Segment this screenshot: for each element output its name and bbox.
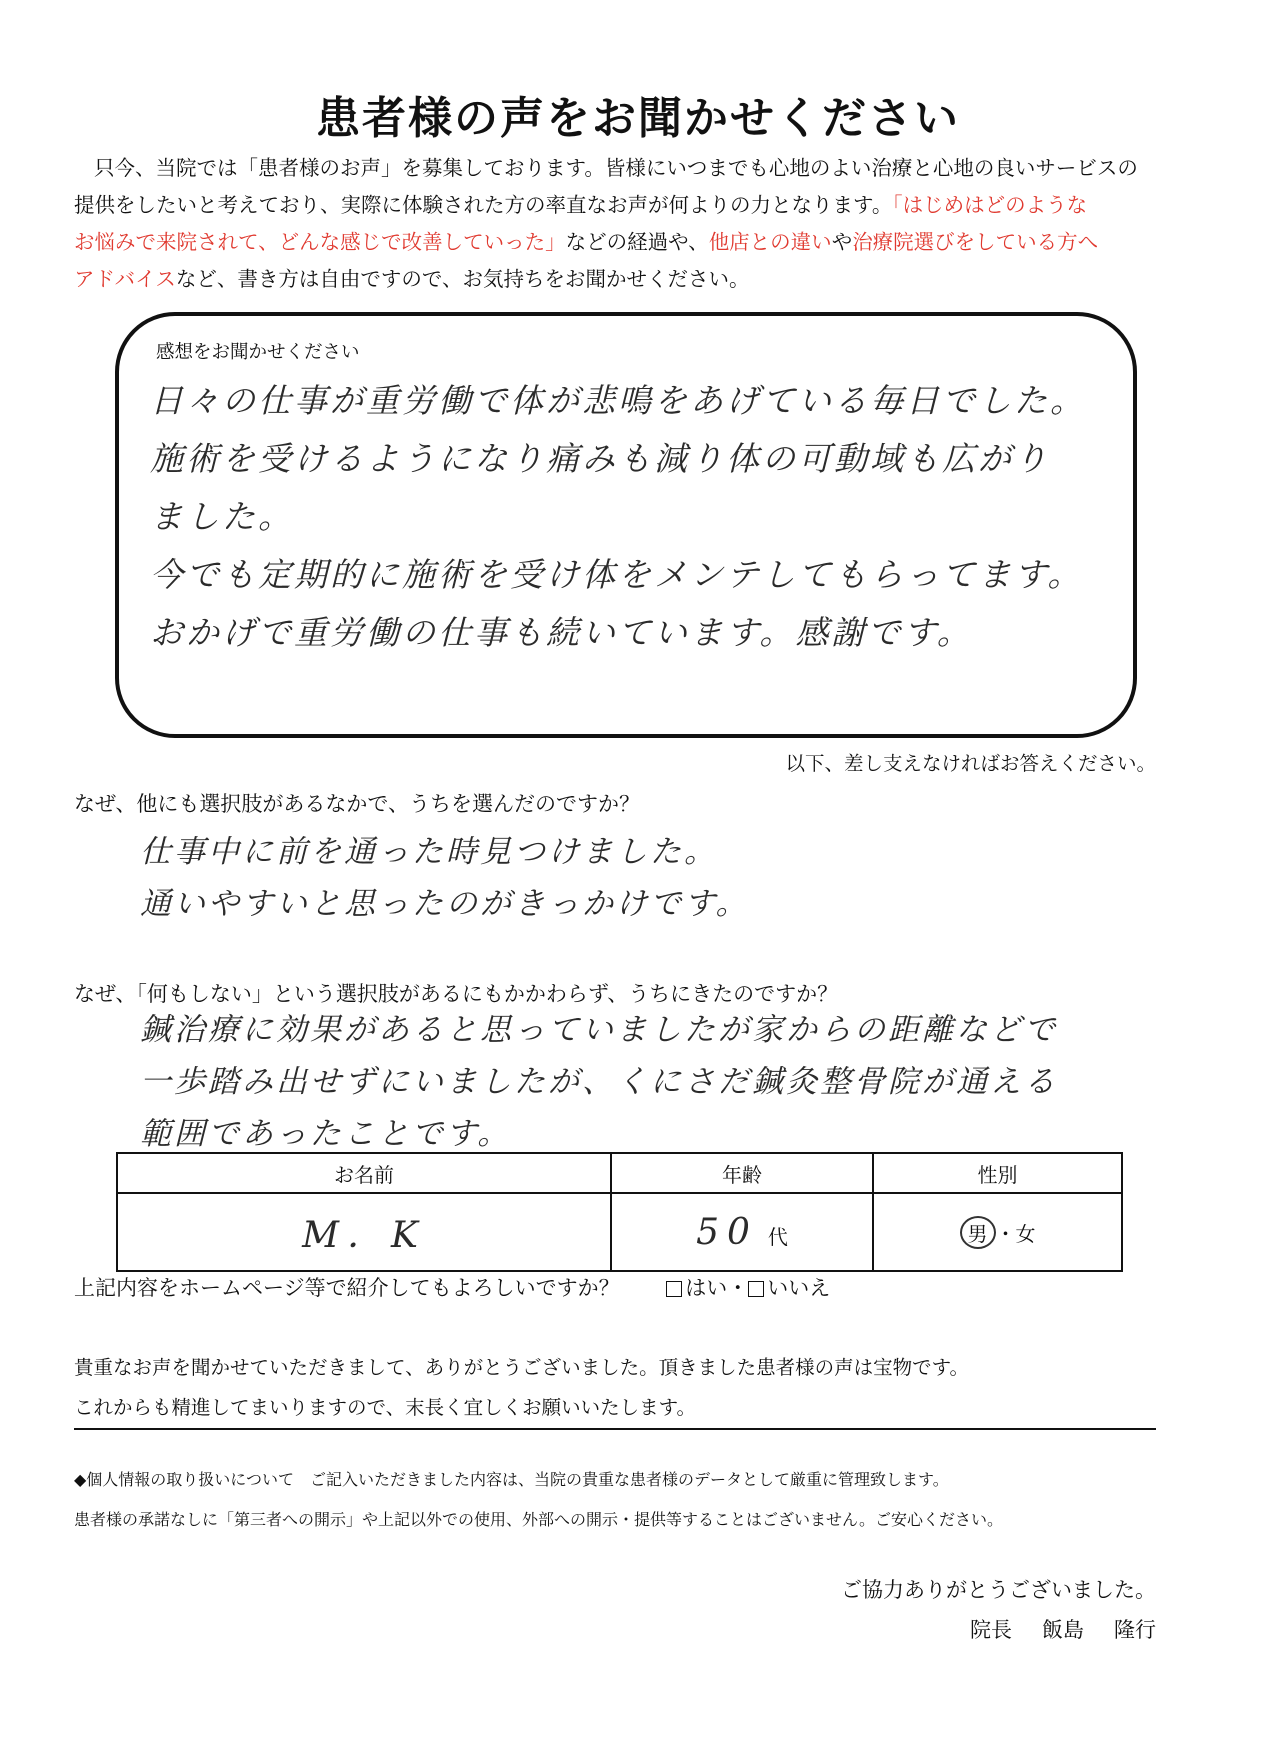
intro-text: や — [831, 230, 853, 254]
feedback-label: 感想をお聞かせください — [156, 342, 360, 363]
consent-yes-label: はい — [685, 1276, 728, 1300]
director-given-name: 隆行 — [1114, 1618, 1156, 1642]
question-1: なぜ、他にも選択肢があるなかで、うちを選んだのですか？ — [74, 792, 640, 816]
age-header: 年齢 — [611, 1153, 873, 1193]
privacy-line-1: ◆個人情報の取り扱いについて ご記入いただきました内容は、当院の貴重な患者様のデータとして厳重に管理致します。 — [74, 1470, 949, 1489]
feedback-line: 今でも定期的に施術を受け体をメンテしてもらってます。 — [150, 555, 1084, 594]
intro-highlight: アドバイス — [74, 267, 176, 291]
intro-paragraph — [74, 150, 1184, 298]
consent-question: 上記内容をホームページ等で紹介してもよろしいですか？ — [74, 1276, 620, 1300]
thanks-line-1: 貴重なお声を聞かせていただきまして、ありがとうございました。頂きました患者様の声は宝物です。 — [74, 1356, 970, 1379]
privacy-line-2: 患者様の承諾なしに「第三者への開示」や上記以外での使用、外部への開示・提供等することはございません。ご安心ください。 — [74, 1510, 1003, 1529]
age-suffix: 代 — [767, 1224, 788, 1249]
name-cell — [117, 1193, 611, 1271]
intro-line-3 — [74, 224, 1184, 261]
privacy-notice — [74, 1460, 1003, 1540]
answer-line: 鍼治療に効果があると思っていましたが家からの距離などで — [140, 1012, 1058, 1048]
intro-text: などの経過や、 — [565, 230, 709, 254]
closing-block — [841, 1570, 1156, 1650]
optional-note: 以下、差し支えなければお答えください。 — [785, 752, 1156, 775]
feedback-line: おかげで重労働の仕事も続いています。感謝です。 — [150, 613, 973, 652]
answer-line: 一歩踏み出せずにいましたが、くにさだ鍼灸整骨院が通える — [140, 1064, 1058, 1100]
intro-highlight: 「はじめはどのような — [892, 193, 1088, 217]
consent-yes-checkbox[interactable] — [666, 1281, 682, 1297]
question-2: なぜ、「何もしない」という選択肢があるにもかかわらず、うちにきたのですか？ — [74, 982, 839, 1006]
answer-1 — [140, 826, 1140, 930]
page-title: 患者様の声をお聞かせください — [316, 93, 960, 144]
gender-cell — [873, 1193, 1122, 1271]
answer-line: 範囲であったことです。 — [140, 1116, 512, 1152]
answer-line: 仕事中に前を通った時見つけました。 — [140, 834, 718, 870]
consent-row — [74, 1272, 830, 1302]
consent-no-checkbox[interactable] — [748, 1281, 764, 1297]
feedback-line: 施術を受けるようになり痛みも減り体の可動域も広がり — [150, 439, 1050, 478]
intro-text: 提供をしたいと考えており、実際に体験された方の率直なお声が何よりの力となります。 — [74, 193, 893, 217]
intro-text: など、書き方は自由ですので、お気持ちをお聞かせください。 — [175, 267, 750, 291]
consent-separator: ・ — [727, 1276, 749, 1300]
name-header: お名前 — [117, 1153, 611, 1193]
intro-line-2 — [74, 187, 1184, 224]
answer-line: 通いやすいと思ったのがきっかけです。 — [140, 886, 750, 922]
gender-female: 女 — [1015, 1221, 1036, 1246]
intro-highlight: 他店との違い — [708, 230, 832, 254]
director-surname: 飯島 — [1042, 1618, 1084, 1642]
consent-options — [666, 1276, 830, 1300]
gender-male-circled: 男 — [960, 1216, 996, 1249]
answer-2 — [140, 1004, 1140, 1160]
thanks-line-2: これからも精進してまいりますので、末長く宜しくお願いいたします。 — [74, 1396, 697, 1419]
intro-highlight: 治療院選びをしている方へ — [852, 230, 1099, 254]
respondent-info-table — [116, 1152, 1123, 1272]
gender-header: 性別 — [873, 1153, 1122, 1193]
intro-line-4 — [74, 261, 1184, 298]
feedback-line: ました。 — [150, 497, 294, 536]
age-cell — [611, 1193, 873, 1271]
consent-no-label: いいえ — [767, 1276, 831, 1300]
intro-line-1: 只今、当院では「患者様のお声」を募集しております。皆様にいつまでも心地のよい治療と心地の良いサービスの — [94, 156, 1138, 180]
thanks-message — [74, 1348, 969, 1428]
feedback-line: 日々の仕事が重労働で体が悲鳴をあげている毎日でした。 — [150, 381, 1086, 420]
gender-separator: ・ — [995, 1221, 1016, 1246]
director-role: 院長 — [970, 1618, 1012, 1642]
age-value: 50 — [696, 1211, 758, 1253]
closing-thanks: ご協力ありがとうございました。 — [841, 1578, 1156, 1602]
feedback-handwriting — [150, 372, 1110, 662]
signature — [841, 1610, 1156, 1650]
name-value: M．K — [302, 1214, 426, 1256]
divider — [74, 1428, 1156, 1430]
intro-highlight: お悩みで来院されて、どんな感じで改善していった」 — [74, 230, 566, 254]
